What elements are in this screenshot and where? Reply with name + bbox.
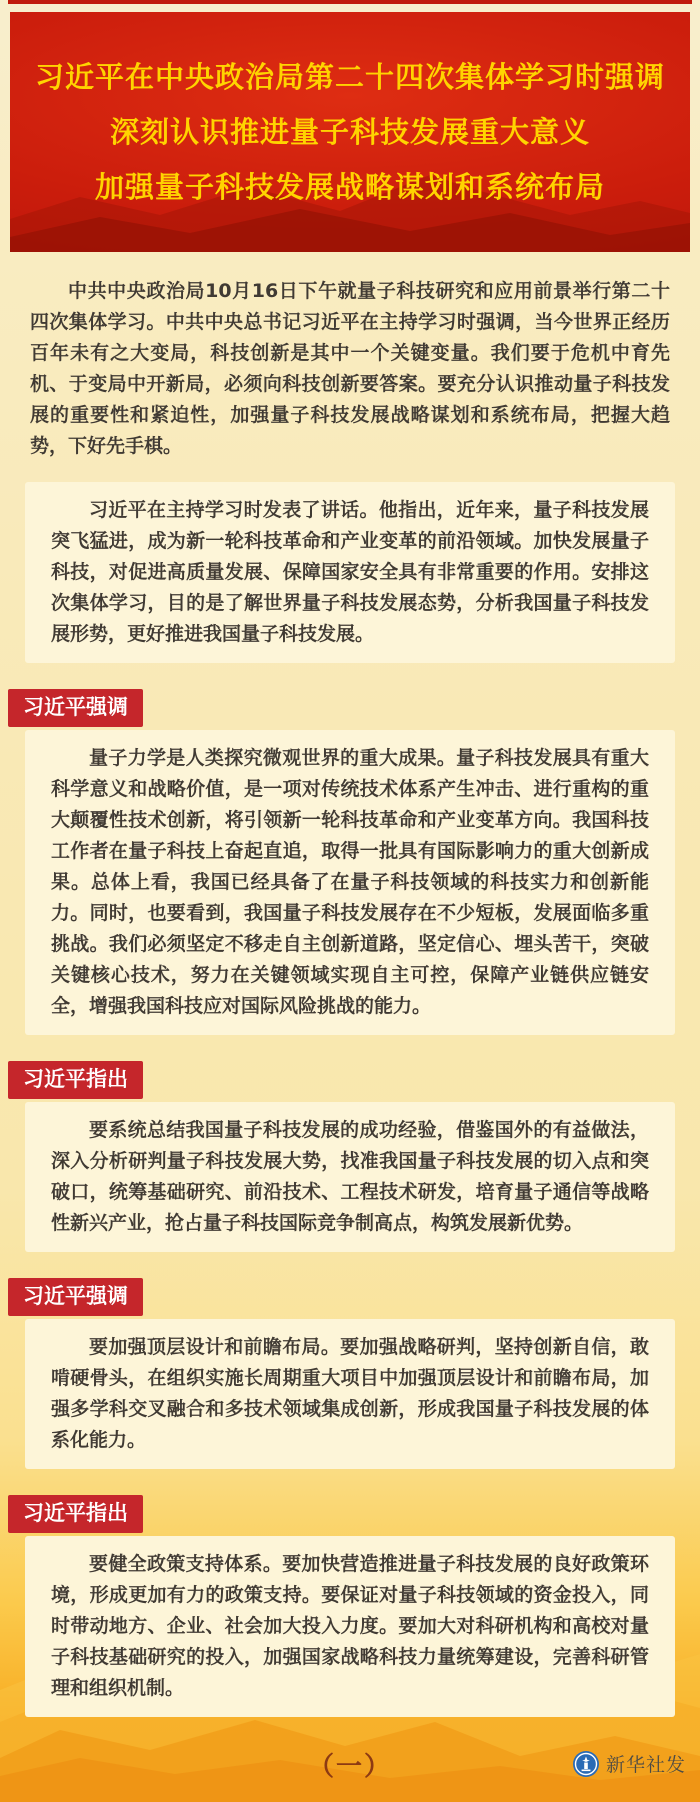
credit-text: 新华社发	[605, 1754, 686, 1776]
speaker-badge: 习近平指出	[8, 1495, 143, 1533]
banner-title-line-3: 加强量子科技发展战略谋划和系统布局	[94, 170, 605, 204]
quote-section-1	[0, 689, 700, 1035]
page-number: （一）	[307, 1752, 392, 1782]
intro-paragraph-2-box	[25, 482, 675, 663]
quote-box	[25, 1536, 675, 1717]
quote-section-2	[0, 1061, 700, 1252]
top-red-strip	[8, 0, 692, 4]
quote-section-4	[0, 1495, 700, 1717]
quote-box	[25, 1102, 675, 1252]
quote-text: 要健全政策支持体系。要加快营造推进量子科技发展的良好政策环境，形成更加有力的政策支持。要保证对量子科技领域的资金投入，同时带动地方、企业、社会加大投入力度。要加大对科研机构和高校对量子科技基础研究的投入，加强国家战略科技力量统筹建设，完善科研管理和组织机制。	[51, 1553, 649, 1699]
title-banner	[10, 12, 690, 252]
quote-box	[25, 730, 675, 1035]
quote-text: 要系统总结我国量子科技发展的成功经验，借鉴国外的有益做法，深入分析研判量子科技发展大势，找准我国量子科技发展的切入点和突破口，统筹基础研究、前沿技术、工程技术研发，培育量子通信等战略性新兴产业，抢占量子科技国际竞争制高点，构筑发展新优势。	[51, 1119, 649, 1234]
speaker-badge: 习近平强调	[8, 1278, 143, 1316]
quote-text: 要加强顶层设计和前瞻布局。要加强战略研判，坚持创新自信，敢啃硬骨头，在组织实施长周期重大项目中加强顶层设计和前瞻布局，加强多学科交叉融合和多技术领域集成创新，形成我国量子科技发展的体系化能力。	[51, 1336, 649, 1451]
banner-title-line-1: 习近平在中央政治局第二十四次集体学习时强调	[34, 60, 665, 94]
footer	[0, 1742, 700, 1782]
intro-paragraph-2: 习近平在主持学习时发表了讲话。他指出，近年来，量子科技发展突飞猛进，成为新一轮科技革命和产业变革的前沿领域。加快发展量子科技，对促进高质量发展、保障国家安全具有非常重要的作用。安排这次集体学习，目的是了解世界量子科技发展态势，分析我国量子科技发展形势，更好推进我国量子科技发展。	[51, 499, 649, 645]
quote-text: 量子力学是人类探究微观世界的重大成果。量子科技发展具有重大科学意义和战略价值，是一项对传统技术体系产生冲击、进行重构的重大颠覆性技术创新，将引领新一轮科技革命和产业变革方向。我国科技工作者在量子科技上奋起直追，取得一批具有国际影响力的重大创新成果。总体上看，我国已经具备了在量子科技领域的科技实力和创新能力。同时，也要看到，我国量子科技发展存在不少短板，发展面临多重挑战。我们必须坚定不移走自主创新道路，坚定信心、埋头苦干，突破关键核心技术，努力在关键领域实现自主可控，保障产业链供应链安全，增强我国科技应对国际风险挑战的能力。	[51, 747, 649, 1017]
xinhua-logo-icon	[573, 1751, 599, 1777]
speaker-badge: 习近平指出	[8, 1061, 143, 1099]
banner-title-line-2: 深刻认识推进量子科技发展重大意义	[109, 115, 590, 149]
quote-box	[25, 1319, 675, 1469]
article-body	[0, 252, 700, 1717]
speaker-badge: 习近平强调	[8, 689, 143, 727]
intro-paragraph-1: 中共中央政治局10月16日下午就量子科技研究和应用前景举行第二十四次集体学习。中共中央总书记习近平在主持学习时强调，当今世界正经历百年未有之大变局，科技创新是其中一个关键变量。我们要于危机中育先机、于变局中开新局，必须向科技创新要答案。要充分认识推动量子科技发展的重要性和紧迫性，加强量子科技发展战略谋划和系统布局，把握大趋势，下好先手棋。	[30, 280, 670, 457]
quote-section-3	[0, 1278, 700, 1469]
credit	[573, 1750, 686, 1777]
